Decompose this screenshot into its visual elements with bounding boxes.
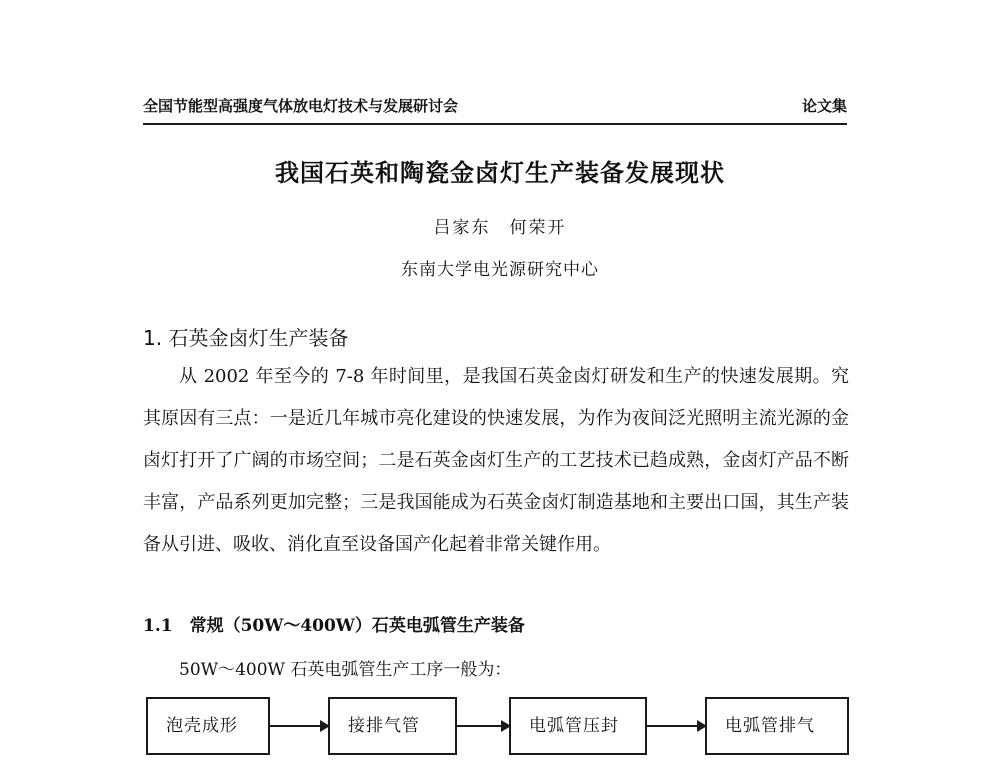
flow-step-box: 接排气管 — [328, 697, 457, 755]
proceedings-label: 论文集 — [801, 97, 847, 115]
running-header — [143, 91, 847, 125]
process-flow-diagram — [143, 697, 853, 757]
flow-arrow — [647, 725, 705, 727]
subsection-heading: 1.1 常规（50W～400W）石英电弧管生产装备 — [143, 616, 525, 636]
authors: 吕家东 何荣开 — [433, 218, 567, 238]
flow-step-box: 泡壳成形 — [146, 697, 270, 755]
flow-arrow — [457, 725, 509, 727]
conference-name: 全国节能型高强度气体放电灯技术与发展研讨会 — [143, 97, 459, 115]
affiliation: 东南大学电光源研究中心 — [401, 260, 599, 280]
flow-step-box: 电弧管压封 — [509, 697, 647, 755]
paper-title: 我国石英和陶瓷金卤灯生产装备发展现状 — [275, 159, 725, 187]
section-heading: 1. 石英金卤灯生产装备 — [143, 326, 349, 350]
body-paragraph: 从 2002 年至今的 7-8 年时间里，是我国石英金卤灯研发和生产的快速发展期。究其原因有三点：一是近几年城市亮化建设的快速发展，为作为夜间泛光照明主流光源的金卤灯打开了广阔的市场空间；二是石英金卤灯生产的工艺技术已趋成熟，金卤灯产品不断丰富，产品系列更加完整；三是我国能成为石英金卤灯制造基地和主要出口国，其生产装备从引进、吸收、消化直至设备国产化起着非常关键作用。 — [143, 366, 849, 555]
process-intro: 50W～400W 石英电弧管生产工序一般为： — [179, 660, 512, 680]
flow-arrow — [270, 725, 328, 727]
flow-step-box: 电弧管排气 — [705, 697, 849, 755]
